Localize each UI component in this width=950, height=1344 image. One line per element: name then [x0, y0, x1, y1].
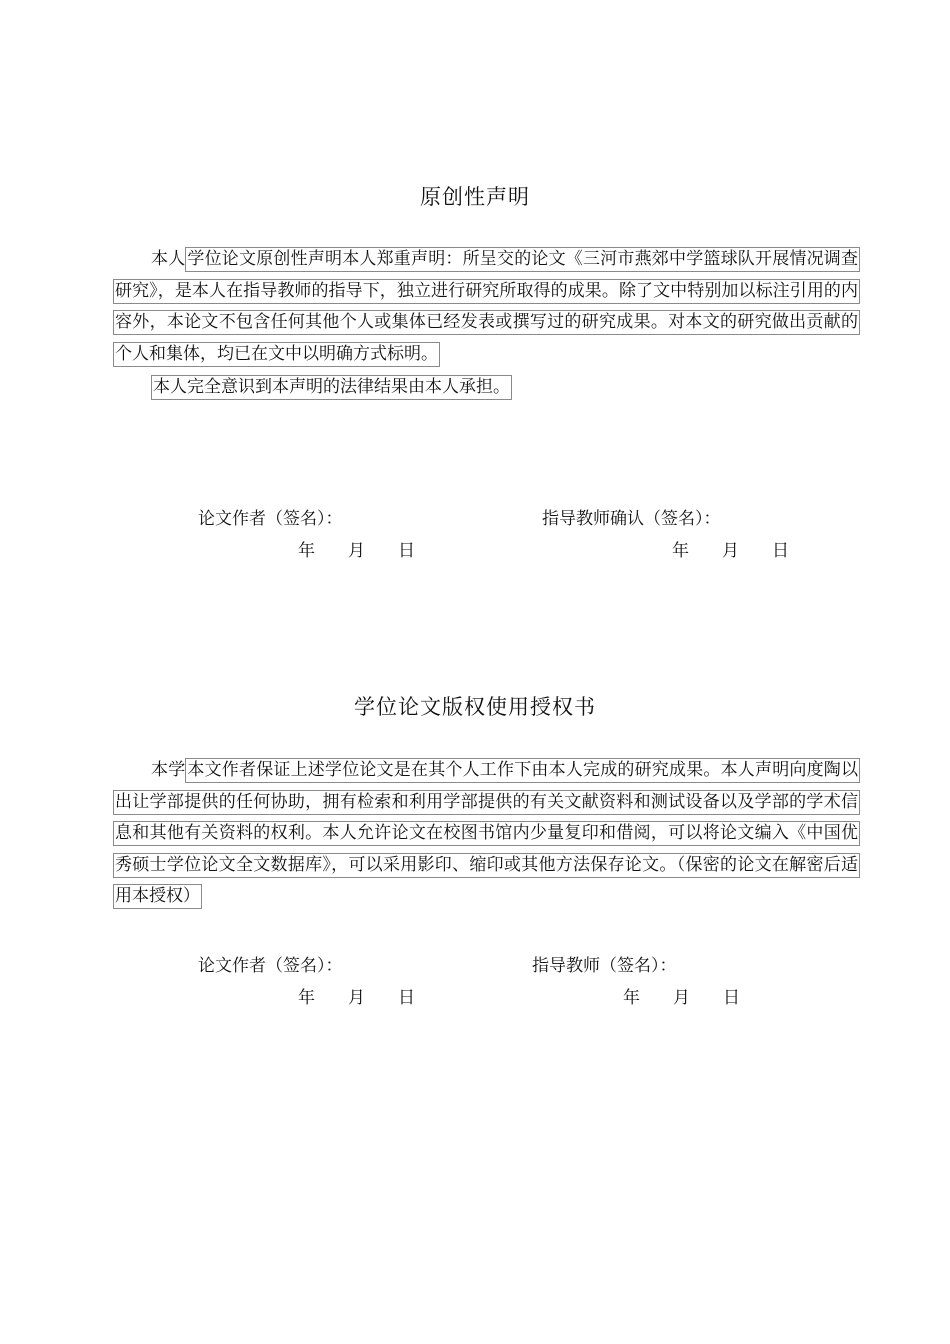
authorization-author-date — [298, 983, 415, 1008]
declaration-author-date — [298, 536, 415, 561]
declaration-paragraph-body: 学位论文原创性声明本人郑重声明：所呈交的论文《三河市燕郊中学篮球队开展情况调查研究》，是本人在指导教师的指导下，独立进行研究所取得的成果。除了文中特别加以标注引用的内容外，本论文不包含任何其他个人或集体已经发表或撰写过的研究成果。对本文的研究做出贡献的个人和集体，均已在文中以明确方式标明。 — [113, 247, 860, 367]
date-month: 月 — [722, 541, 739, 561]
authorization-paragraph-body: 本文作者保证上述学位论文是在其个人工作下由本人完成的研究成果。本人声明向度陶以出让学部提供的任何协助，拥有检索和利用学部提供的有关文献资料和测试设备以及学部的学术信息和其他有关资料的权利。本人允许论文在校图书馆内少量复印和借阅，可以将论文编入《中国优秀硕士学位论文全文数据库》，可以采用影印、缩印或其他方法保存论文。（保密的论文在解密后适用本授权） — [113, 758, 860, 909]
date-month: 月 — [348, 541, 365, 561]
authorization-title: 学位论文版权使用授权书 — [354, 695, 596, 719]
date-year: 年 — [623, 988, 640, 1008]
date-year: 年 — [298, 988, 315, 1008]
declaration-paragraph — [113, 244, 860, 370]
declaration-title: 原创性声明 — [420, 185, 530, 209]
declaration-paragraph-2 — [151, 372, 512, 403]
date-year: 年 — [298, 541, 315, 561]
date-day: 日 — [398, 988, 415, 1008]
date-day: 日 — [772, 541, 789, 561]
declaration-advisor-date — [672, 536, 789, 561]
declaration-paragraph-2-text: 本人完全意识到本声明的法律结果由本人承担。 — [151, 375, 512, 400]
authorization-paragraph — [113, 755, 860, 913]
declaration-paragraph-prefix: 本人 — [151, 249, 186, 269]
date-day: 日 — [398, 541, 415, 561]
authorization-advisor-signature-label: 指导教师（签名）： — [532, 956, 677, 976]
declaration-advisor-signature-label: 指导教师确认（签名）： — [542, 509, 721, 529]
date-year: 年 — [672, 541, 689, 561]
authorization-advisor-date — [623, 983, 740, 1008]
date-month: 月 — [673, 988, 690, 1008]
date-month: 月 — [348, 988, 365, 1008]
declaration-author-signature-label: 论文作者（签名）： — [198, 509, 343, 529]
date-day: 日 — [723, 988, 740, 1008]
authorization-paragraph-prefix: 本学 — [151, 760, 186, 780]
authorization-author-signature-label: 论文作者（签名）： — [198, 956, 343, 976]
